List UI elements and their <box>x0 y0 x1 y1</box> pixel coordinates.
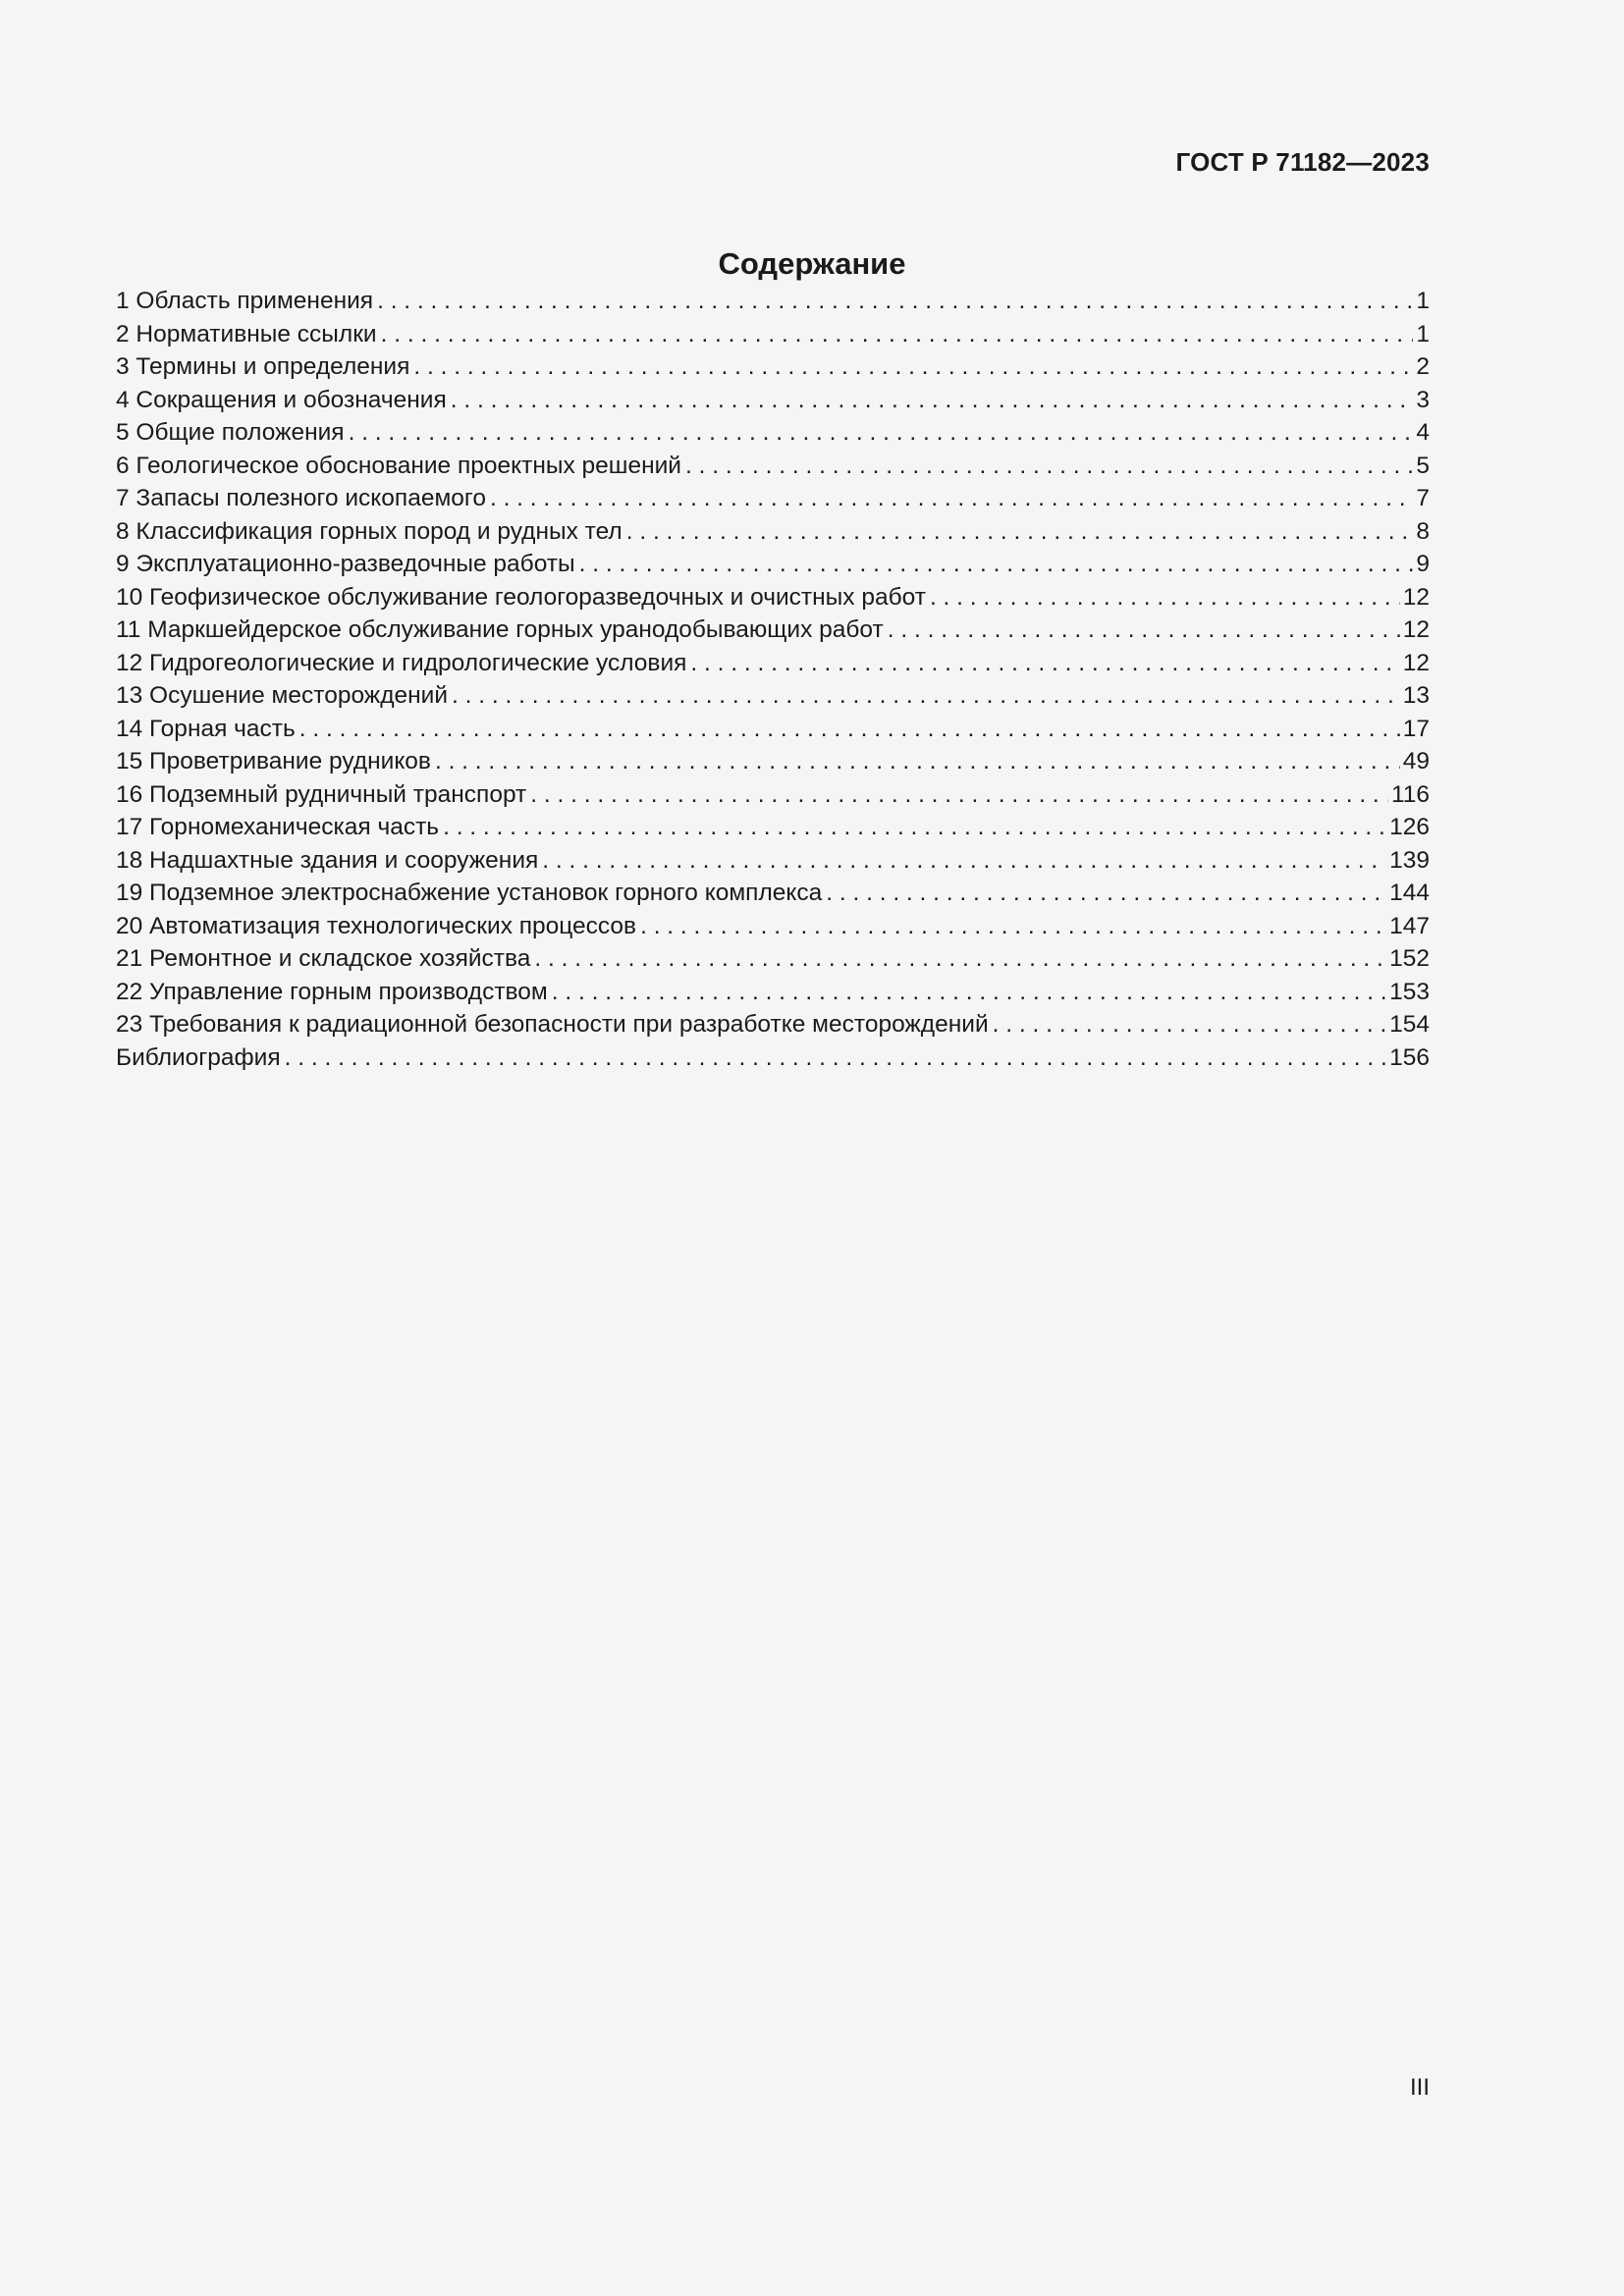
table-of-contents <box>116 285 1430 1074</box>
dot-leader <box>285 1041 1387 1075</box>
toc-entry-page: 3 <box>1416 386 1430 413</box>
toc-entry[interactable] <box>116 581 1430 614</box>
toc-entry[interactable] <box>116 482 1430 515</box>
toc-entry-page: 12 <box>1402 649 1430 676</box>
dot-leader <box>443 811 1386 844</box>
dot-leader <box>993 1008 1386 1041</box>
dot-leader <box>451 384 1414 417</box>
toc-entry-title: 21 Ремонтное и складское хозяйства <box>116 945 531 972</box>
dot-leader <box>579 548 1414 581</box>
toc-entry-title: 15 Проветривание рудников <box>116 748 431 774</box>
toc-entry-title: 4 Сокращения и обозначения <box>116 386 447 413</box>
toc-entry-title: 17 Горномеханическая часть <box>116 814 440 840</box>
toc-entry[interactable] <box>116 1041 1430 1075</box>
toc-entry-title: 13 Осушение месторождений <box>116 682 449 709</box>
toc-entry-page: 12 <box>1402 616 1430 643</box>
toc-entry-title: 10 Геофизическое обслуживание геологоразведочных и очистных работ <box>116 583 926 611</box>
toc-entry-page: 144 <box>1389 880 1430 906</box>
toc-entry-page: 154 <box>1389 1011 1430 1038</box>
toc-entry-page: 17 <box>1402 715 1430 742</box>
toc-entry-title: 3 Термины и определения <box>116 353 410 380</box>
dot-leader <box>690 647 1399 680</box>
toc-entry-page: 153 <box>1389 978 1430 1005</box>
toc-entry-page: 147 <box>1389 912 1430 939</box>
toc-entry[interactable] <box>116 416 1430 450</box>
toc-entry[interactable] <box>116 318 1430 351</box>
toc-entry-title: 14 Горная часть <box>116 715 296 742</box>
toc-heading: Содержание <box>718 245 906 281</box>
document-code: ГОСТ Р 71182—2023 <box>1175 147 1430 177</box>
toc-entry-page: 156 <box>1389 1043 1430 1071</box>
toc-entry[interactable] <box>116 515 1430 549</box>
toc-entry-title: Библиография <box>116 1043 281 1071</box>
dot-leader <box>490 482 1413 515</box>
toc-entry-title: 9 Эксплуатационно-разведочные работы <box>116 551 575 577</box>
dot-leader <box>377 285 1413 318</box>
toc-entry-page: 8 <box>1416 517 1430 545</box>
toc-entry-page: 1 <box>1416 288 1430 314</box>
toc-entry[interactable] <box>116 877 1430 910</box>
toc-entry[interactable] <box>116 844 1430 878</box>
dot-leader <box>534 942 1386 976</box>
dot-leader <box>930 581 1400 614</box>
toc-entry-title: 23 Требования к радиационной безопасности при разработке месторождений <box>116 1011 989 1038</box>
toc-entry-page: 1 <box>1416 320 1430 347</box>
toc-entry-page: 139 <box>1389 846 1430 874</box>
toc-entry[interactable] <box>116 285 1430 318</box>
dot-leader <box>299 713 1400 746</box>
toc-entry-title: 6 Геологическое обоснование проектных решений <box>116 452 681 479</box>
dot-leader <box>685 450 1413 483</box>
dot-leader <box>349 416 1414 450</box>
toc-entry-page: 7 <box>1416 485 1430 511</box>
dot-leader <box>888 614 1400 647</box>
toc-entry-page: 49 <box>1402 748 1430 774</box>
toc-entry-page: 126 <box>1389 814 1430 840</box>
toc-entry-title: 19 Подземное электроснабжение установок горного комплекса <box>116 880 823 906</box>
toc-entry[interactable] <box>116 1008 1430 1041</box>
toc-entry-title: 8 Классификация горных пород и рудных тел <box>116 517 623 545</box>
toc-entry-page: 4 <box>1416 419 1430 446</box>
dot-leader <box>413 350 1413 384</box>
dot-leader <box>826 877 1386 910</box>
dot-leader <box>381 318 1414 351</box>
toc-entry[interactable] <box>116 942 1430 976</box>
toc-entry-title: 2 Нормативные ссылки <box>116 320 377 347</box>
toc-entry[interactable] <box>116 713 1430 746</box>
dot-leader <box>552 976 1386 1009</box>
toc-entry-title: 20 Автоматизация технологических процессов <box>116 912 637 939</box>
toc-entry[interactable] <box>116 384 1430 417</box>
toc-entry[interactable] <box>116 450 1430 483</box>
toc-entry-title: 5 Общие положения <box>116 419 345 446</box>
dot-leader <box>626 515 1414 549</box>
toc-entry[interactable] <box>116 778 1430 812</box>
toc-entry-title: 11 Маркшейдерское обслуживание горных уранодобывающих работ <box>116 616 884 643</box>
toc-entry-page: 12 <box>1402 583 1430 611</box>
toc-entry[interactable] <box>116 350 1430 384</box>
toc-entry-page: 116 <box>1390 780 1430 808</box>
toc-entry[interactable] <box>116 647 1430 680</box>
toc-entry[interactable] <box>116 811 1430 844</box>
toc-entry[interactable] <box>116 976 1430 1009</box>
toc-entry-title: 1 Область применения <box>116 288 374 314</box>
toc-entry-title: 18 Надшахтные здания и сооружения <box>116 846 539 874</box>
toc-entry-page: 152 <box>1389 945 1430 972</box>
toc-entry[interactable] <box>116 548 1430 581</box>
dot-leader <box>452 679 1400 713</box>
toc-entry-title: 12 Гидрогеологические и гидрологические условия <box>116 649 687 676</box>
dot-leader <box>542 844 1386 878</box>
toc-entry[interactable] <box>116 614 1430 647</box>
page-number: III <box>1409 2074 1430 2101</box>
toc-entry-page: 13 <box>1402 682 1430 709</box>
toc-entry-title: 7 Запасы полезного ископаемого <box>116 485 486 511</box>
toc-entry[interactable] <box>116 745 1430 778</box>
dot-leader <box>530 778 1388 812</box>
dot-leader <box>435 745 1400 778</box>
toc-entry[interactable] <box>116 910 1430 943</box>
toc-entry[interactable] <box>116 679 1430 713</box>
dot-leader <box>640 910 1386 943</box>
toc-entry-title: 16 Подземный рудничный транспорт <box>116 780 527 808</box>
toc-entry-page: 5 <box>1416 452 1430 479</box>
toc-entry-page: 2 <box>1416 353 1430 380</box>
toc-entry-title: 22 Управление горным производством <box>116 978 548 1005</box>
toc-entry-page: 9 <box>1416 551 1430 577</box>
